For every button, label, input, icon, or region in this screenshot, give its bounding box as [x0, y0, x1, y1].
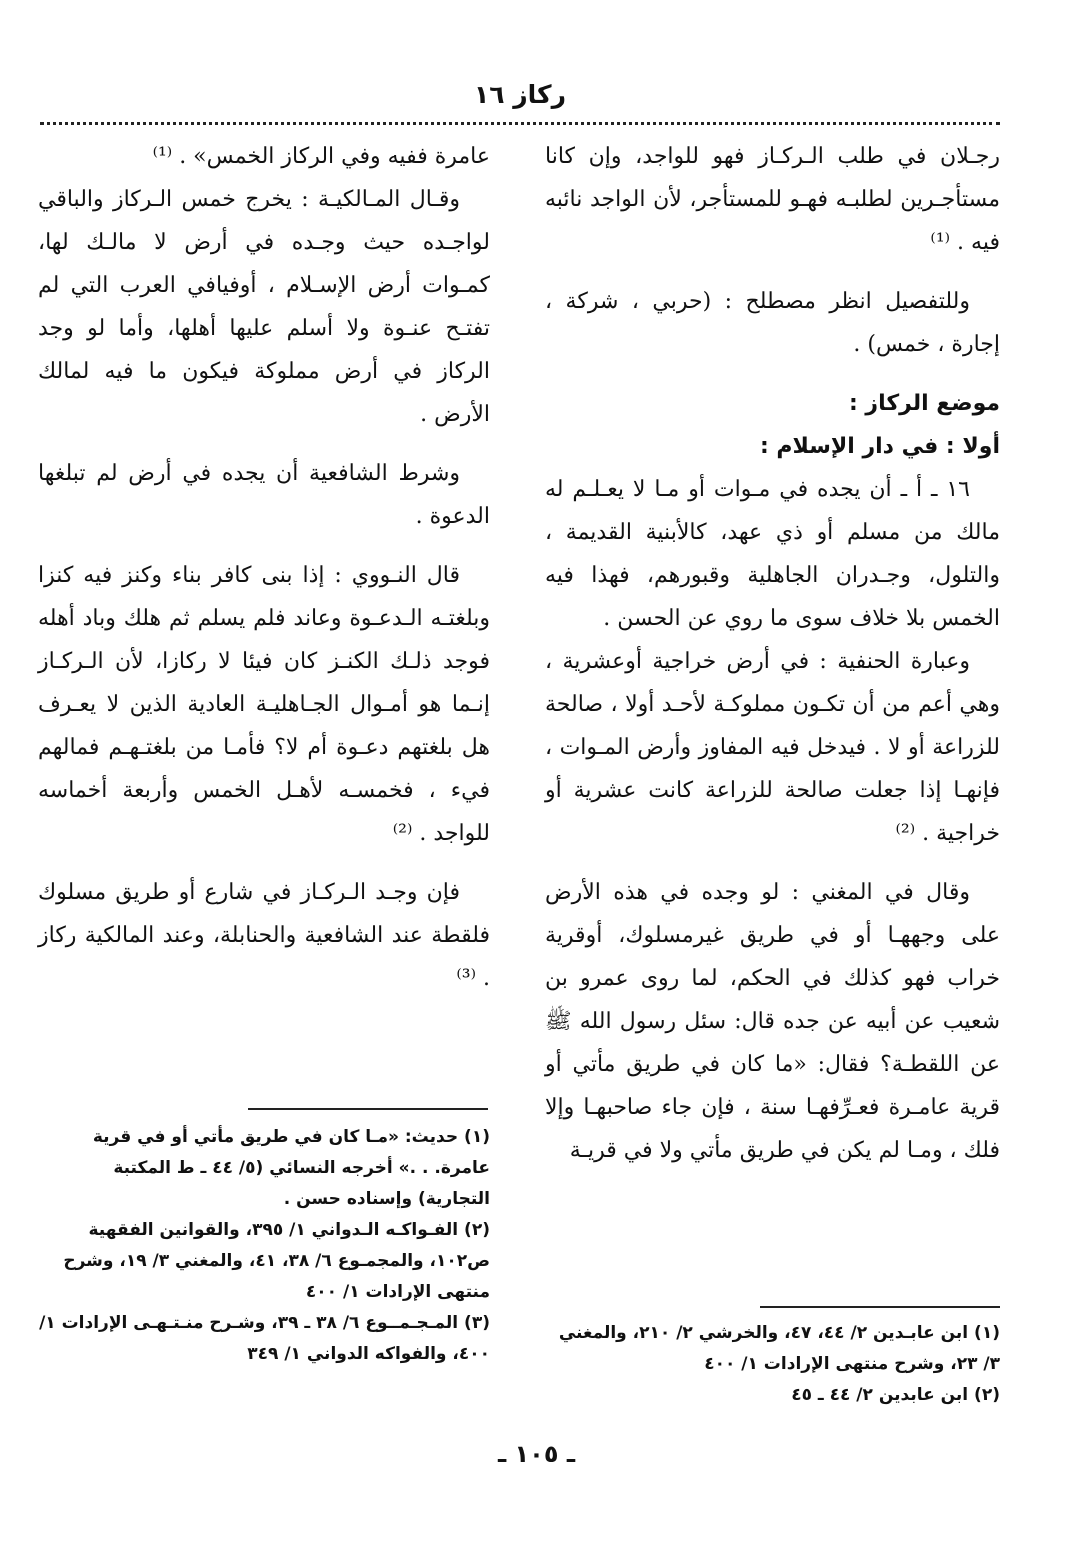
- footnote: (٢) الفـواكـه الـدواني ١/ ٣٩٥، والقوانين الفقهية ص١٠٢، والمجمـوع ٦/ ٣٨، ٤١، والمغني ٣/ ١٩، وشرح منتهى الإرادات ١/ ٤٠٠: [63, 1220, 490, 1302]
- right-column: [545, 135, 1000, 1172]
- footnote: (١) حديث: «مـا كان في طريق مأتي أو في قرية عامرة. . .» أخرجه النسائي (٥/ ٤٤ ـ ط المكتبة التجارية) وإسناده حسن .: [92, 1127, 490, 1209]
- paragraph: وشرط الشافعية أن يجده في أرض لم تبلغها الدعوة .: [38, 461, 490, 529]
- footnote: (٢) ابن عابدين ٢/ ٤٤ ـ ٤٥: [791, 1385, 1000, 1405]
- paragraph: وللتفصيل انظر مصطلح : (حربي ، شركة ، إجارة ، خمس) .: [545, 289, 1000, 357]
- paragraph: وعبارة الحنفية : في أرض خراجية أوعشرية ، وهي أعم من أن تكـون مملوكـة لأحـد أولا ، صالحة للزراعة أو لا . فيدخل فيه المفاوز وأرض المـوات ، فإنهـا إذا جعلت صالحة للزراعة كانت عشرية أو خراجية . ⁽²⁾: [545, 649, 1000, 846]
- subsection-heading: أولا : في دار الإسلام :: [759, 434, 1000, 459]
- left-column: [38, 135, 490, 1000]
- footnote: (١) ابن عابـدين ٢/ ٤٤، ٤٧، والخرشي ٢/ ٢١٠، والمغني ٣/ ٢٣، وشرح منتهى الإرادات ١/ ٤٠٠: [558, 1323, 1000, 1374]
- page-number: ـ ١٠٥ ـ: [497, 1440, 576, 1468]
- paragraph: عامرة ففيه وفي الركاز الخمس» . ⁽¹⁾: [152, 144, 490, 169]
- footnote-rule-right: [760, 1306, 1000, 1308]
- footnotes-left: [38, 1122, 490, 1370]
- paragraph: وقـال المـالكيـة : يخرج خمس الـركاز والباقي لواجـده حيث وجـده في أرض لا مالـك لها، كمـوات أرض الإسـلام ، أوفيافي العرب التي لم تفتـح عنـوة ولا أسلم عليها أهلها، وأما لو وجد الركاز في أرض مملوكة فيكون ما فيه لمالك الأرض .: [38, 187, 490, 427]
- header-dotted-rule: [40, 122, 1000, 125]
- paragraph: وقال في المغني : لو وجده في هذه الأرض على وجههـا أو في طريق غيرمسلوك، أوقرية خراب فهو كذلك في الحكم، لما روى عمرو بن شعيب عن أبيه عن جده قال: سئل رسول الله ﷺ عن اللقطـة؟ فقال: «ما كان في طريق مأتي أو قرية عامـرة فعـرِّفهـا سنة ، فإن جاء صاحبهـا وإلا فلك ، ومـا لم يكن في طريق مأتي ولا في قريـة: [545, 880, 1000, 1163]
- paragraph: ١٦ ـ أ ـ أن يجده في مـوات أو مـا لا يعـلـم له مالك من مسلم أو ذي عهد، كالأبنية القديمة ، والتلول، وجـدران الجاهلية وقبورهم، فهذا فيه الخمس بلا خلاف سوى ما روي عن الحسن .: [545, 477, 1000, 631]
- paragraph: فإن وجـد الـركـاز في شارع أو طريق مسلوك فلقطة عند الشافعية والحنابلة، وعند المالكية ركاز . ⁽³⁾: [38, 880, 490, 991]
- footnote-rule-left: [248, 1108, 488, 1110]
- section-heading: موضع الركاز :: [848, 391, 1000, 416]
- paragraph: قال النـووي : إذا بنى كافر بناء وكنز فيه كنزا وبلغتـه الـدعـوة وعاند فلم يسلم ثم هلك وباد أهله فوجد ذلـك الكنـز كان فيئا لا ركازا، لأن الـركـاز إنـما هو أمـوال الجـاهليـة العادية الذين لا يعـرف هل بلغتهم دعـوة أم لا؟ فأمـا من بلغتـهـم فمالهم فيء ، فخمسـه لأهـل الخمس وأربعة أخماسه للواجد . ⁽²⁾: [38, 563, 490, 846]
- footnote: (٣) المـجـمــوع ٦/ ٣٨ ـ ٣٩، وشـرح منـتـهـى الإرادات ١/ ٤٠٠، والفواكه الدواني ١/ ٣٤٩: [39, 1313, 490, 1364]
- footnotes-right: [545, 1318, 1000, 1411]
- paragraph: رجـلان في طلب الـركـاز فهو للواجد، وإن كانا مستأجـرين لطلبـه فهـو للمستأجر، لأن الواجد نائبه فيه . ⁽¹⁾: [545, 144, 1000, 255]
- running-header: ركاز ١٦: [474, 80, 566, 109]
